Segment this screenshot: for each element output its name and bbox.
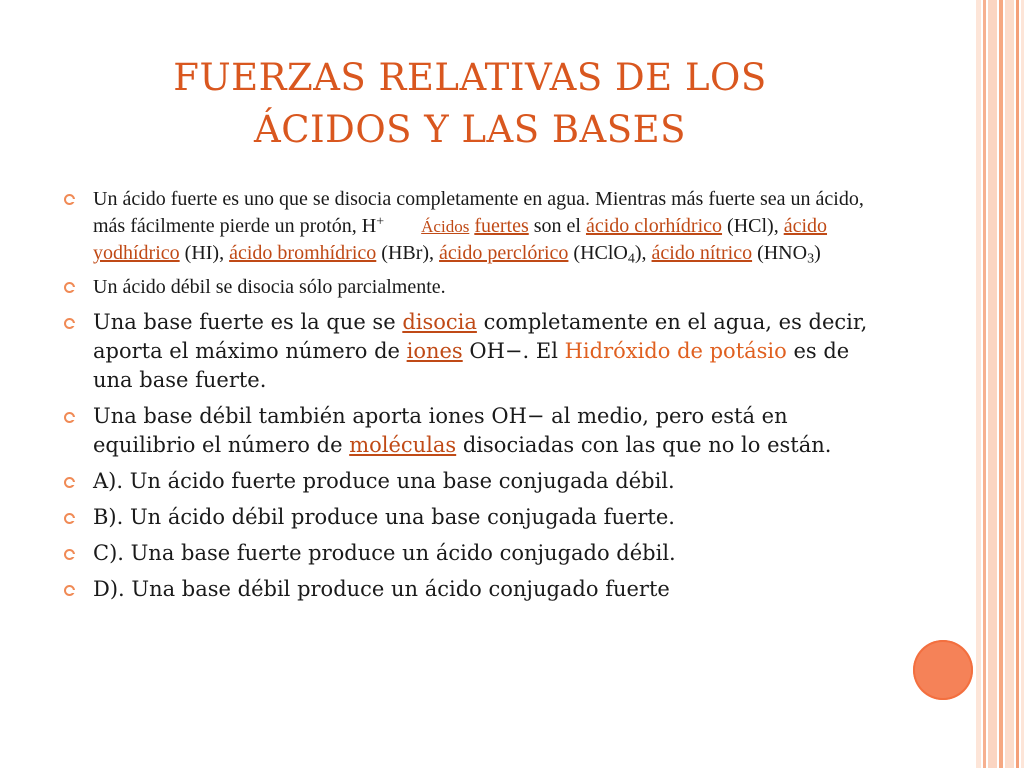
bullet-icon — [64, 194, 75, 205]
bullet-item-strong-base — [64, 308, 874, 395]
stripe — [1005, 0, 1014, 768]
bullet-icon — [64, 318, 75, 329]
bullet-icon — [64, 412, 75, 423]
bullet-item-weak-acid — [64, 274, 874, 301]
text: (HI), — [179, 242, 230, 264]
subscript: 4 — [627, 251, 635, 267]
link-acido-bromhidrico[interactable]: ácido bromhídrico — [229, 242, 377, 264]
text: (HClO — [568, 242, 628, 264]
link-disocia[interactable]: disocia — [402, 310, 477, 334]
stripe — [976, 0, 981, 768]
link-acidos[interactable]: Ácidos — [421, 217, 470, 236]
text: ) — [814, 242, 821, 264]
bullet-icon — [64, 477, 75, 488]
bullet-item-b — [64, 503, 874, 532]
text: Un ácido fuerte es uno que se disocia completamente en agua. Mientras más fuerte sea un ácido, más fácilmente pierde un protón, H — [93, 188, 864, 237]
stripe — [983, 0, 986, 768]
subscript: 3 — [807, 251, 815, 267]
highlight-hidroxido: Hidróxido de potásio — [564, 339, 787, 363]
text: (HNO — [752, 242, 808, 264]
bullet-item-c — [64, 539, 874, 568]
text: OH−. El — [462, 339, 565, 363]
bullet-list — [64, 186, 874, 611]
text: son el — [528, 215, 586, 237]
link-acido-yodhidrico[interactable]: ácido yodhídrico — [93, 215, 828, 264]
text: completamente en el agua, es decir, aporta el máximo número de — [93, 310, 868, 363]
stripe — [999, 0, 1003, 768]
bullet-icon — [64, 585, 75, 596]
stripe — [1016, 0, 1019, 768]
text: C). Una base fuerte produce un ácido conjugado débil. — [93, 541, 676, 565]
text: (HCl), — [722, 215, 784, 237]
text: D). Una base débil produce un ácido conjugado fuerte — [93, 577, 670, 601]
stripe — [988, 0, 997, 768]
decorative-circle — [913, 640, 973, 700]
slide-title — [120, 52, 820, 156]
link-acido-clorhidrico[interactable]: ácido clorhídrico — [585, 215, 723, 237]
bullet-icon — [64, 513, 75, 524]
bullet-item-d — [64, 575, 874, 604]
bullet-item-weak-base — [64, 402, 874, 460]
bullet-icon — [64, 282, 75, 293]
bullet-icon — [64, 549, 75, 560]
text: Un ácido débil se disocia sólo parcialmente. — [93, 276, 446, 298]
text: ), — [634, 242, 652, 264]
text: B). Un ácido débil produce una base conjugada fuerte. — [93, 505, 675, 529]
superscript: + — [376, 214, 385, 230]
bullet-item-a — [64, 467, 874, 496]
text: A). Un ácido fuerte produce una base conjugada débil. — [93, 469, 675, 493]
title-line-1: FUERZAS RELATIVAS DE LOS — [173, 56, 767, 99]
link-fuertes[interactable]: fuertes — [474, 215, 529, 237]
text: (HBr), — [376, 242, 440, 264]
text: Una base fuerte es la que se — [93, 310, 403, 334]
link-acido-nitrico[interactable]: ácido nítrico — [651, 242, 753, 264]
text: disociadas con las que no lo están. — [456, 433, 832, 457]
link-acido-perclorico[interactable]: ácido perclórico — [439, 242, 569, 264]
bullet-item-strong-acids — [64, 186, 874, 267]
link-iones[interactable]: iones — [406, 339, 463, 363]
title-line-2: ÁCIDOS Y LAS BASES — [254, 108, 686, 151]
text: Una base débil también aporta iones OH− al medio, pero está en equilibrio el número de — [93, 404, 788, 457]
text: es de una base fuerte. — [93, 339, 850, 392]
link-moleculas[interactable]: moléculas — [349, 433, 457, 457]
decorative-stripes — [976, 0, 1024, 768]
